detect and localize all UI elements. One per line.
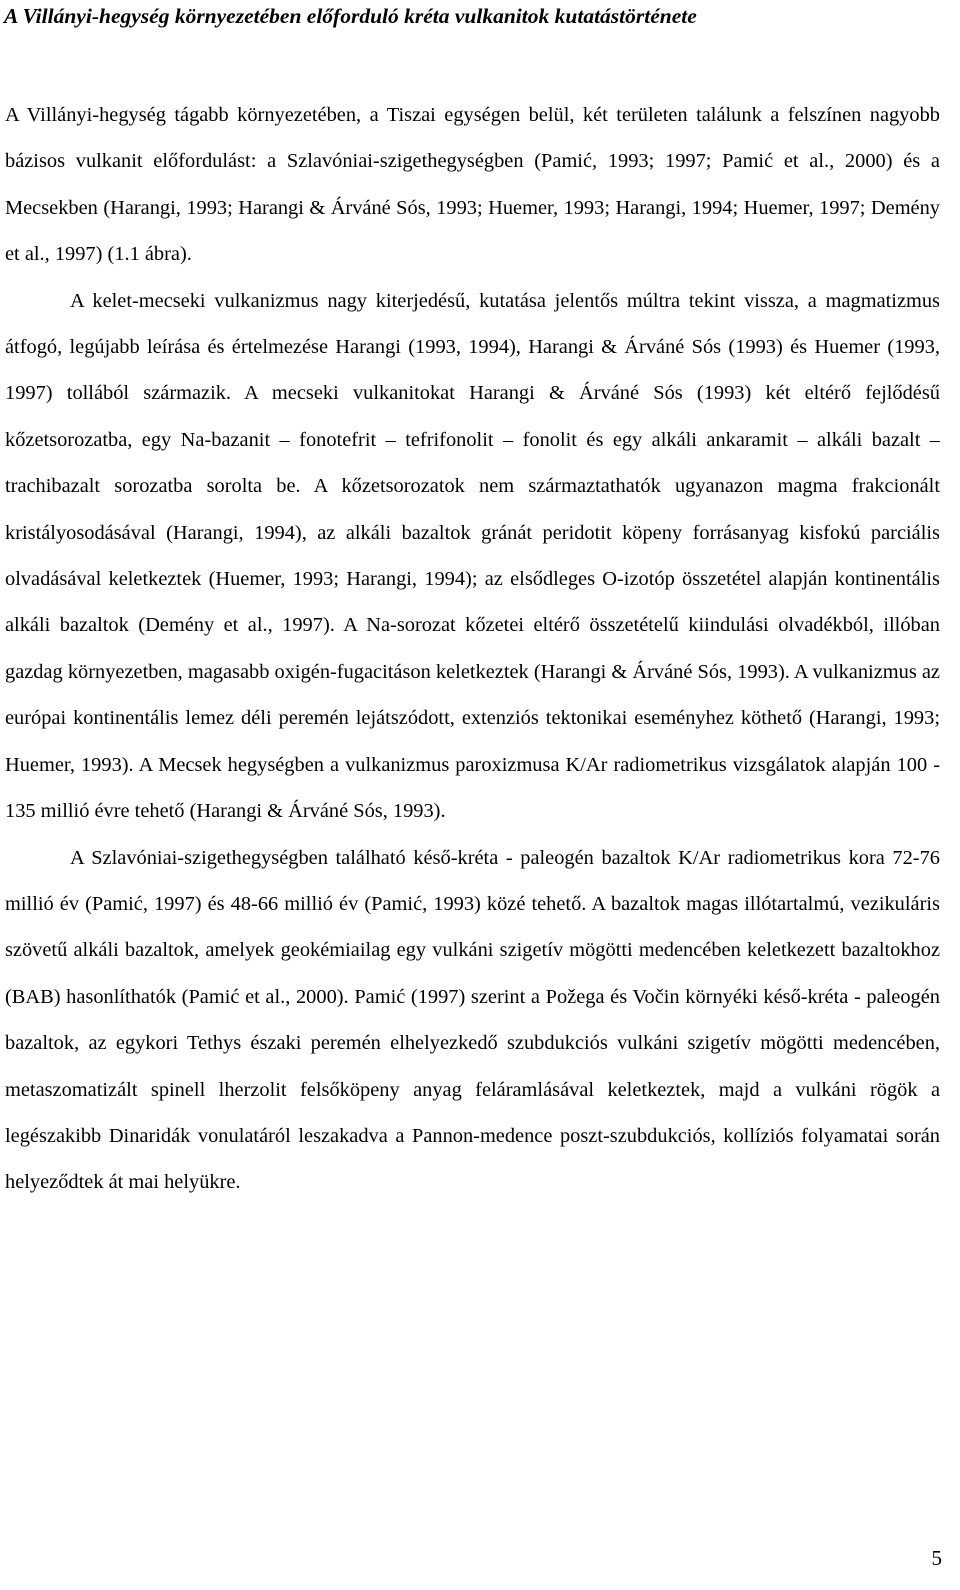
section-title: A Villányi-hegység környezetében előforduló kréta vulkanitok kutatástörténete bbox=[4, 4, 697, 28]
paragraph-1 bbox=[5, 92, 940, 835]
page-number: 5 bbox=[931, 1546, 942, 1570]
sentence: A Mecsek hegységben a vulkanizmus paroxizmusa K/Ar radiometrikus vizsgálatok alapján 100 - 135 millió évre tehető (Harangi & Árváné Sós, 1993). bbox=[5, 753, 940, 823]
sentence: A kőzetsorozatok nem származtathatók ugyanazon magma frakcionált kristályosodásával (Harangi, 1994), az alkáli bazaltok gránát peridotit köpeny forrásanyag kisfokú parciális olvadásával keletkeztek (Huemer, 1993; Harangi, 1994); az elsődleges O-izotóp összetétel alapján kontinentális alkáli bazaltok (Demény et al., 1997). bbox=[5, 475, 941, 637]
sentence: A Villányi-hegység tágabb környezetében, a Tiszai egységen belül, két területen találunk a felszínen nagyobb bázisos vulkanit előfordulást: a Szlavóniai-szigethegységben (Pamić, 1993; 1997; Pamić et al., 2000) és a Mecsekben (Harangi, 1993; Harangi & Árváné Sós, 1993; Huemer, 1993; Harangi, 1994; Huemer, 1997; Demény et al., 1997) (1.1 ábra). bbox=[5, 104, 940, 266]
sentence: A Szlavóniai-szigethegységben található késő-kréta - paleogén bazaltok K/Ar radiometrikus kora 72-76 millió év (Pamić, 1997) és 48-66 millió év (Pamić, 1993) közé tehető. bbox=[5, 846, 940, 915]
sentence: A bazaltok magas illótartalmú, vezikuláris szövetű alkáli bazaltok, amelyek geokémiailag egy vulkáni szigetív mögötti medencében keletkezett bazaltokhoz (BAB) hasonlíthatók (Pamić et al., 2000). bbox=[5, 892, 940, 1008]
paragraph-2 bbox=[5, 835, 940, 1206]
sentence: A mecseki vulkanitokat Harangi & Árváné Sós (1993) két eltérő fejlődésű kőzetsorozatba, egy Na-bazanit – fonotefrit – tefrifonolit – fonolit és egy alkáli ankaramit – alkáli bazalt – trachibazalt sorozatba sorolta be. bbox=[5, 382, 940, 498]
sentence: A kelet-mecseki vulkanizmus nagy kiterjedésű, kutatása jelentős múltra tekint vissza, a magmatizmus átfogó, legújabb leírása és értelmezése Harangi (1993, 1994), Harangi & Árváné Sós (1993) és Huemer (1993, 1997) tollából származik. bbox=[5, 289, 940, 405]
sentence: A Na-sorozat kőzetei eltérő összetételű kiindulási olvadékból, illóban gazdag környezetben, magasabb oxigén-fugacitáson keletkeztek (Harangi & Árváné Sós, 1993). bbox=[5, 614, 940, 683]
sentence: A vulkanizmus az európai kontinentális lemez déli peremén lejátszódott, extenziós tektonikai eseményhez köthető (Harangi, 1993; Huemer, 1993). bbox=[5, 660, 940, 776]
body-text bbox=[5, 92, 940, 1206]
sentence: Pamić (1997) szerint a Požega és Vočin környéki késő-kréta - paleogén bazaltok, az egykori Tethys északi peremén elhelyezkedő szubdukciós vulkáni szigetív mögötti medencében, metaszomatizált spinell lherzolit felsőköpeny anyag feláramlásával keletkeztek, majd a vulkáni rögök a legészakibb Dinaridák vonulatáról leszakadva a Pannon-medence poszt-szubdukciós, kollíziós folyamatai során helyeződtek át mai helyükre. bbox=[5, 985, 940, 1194]
